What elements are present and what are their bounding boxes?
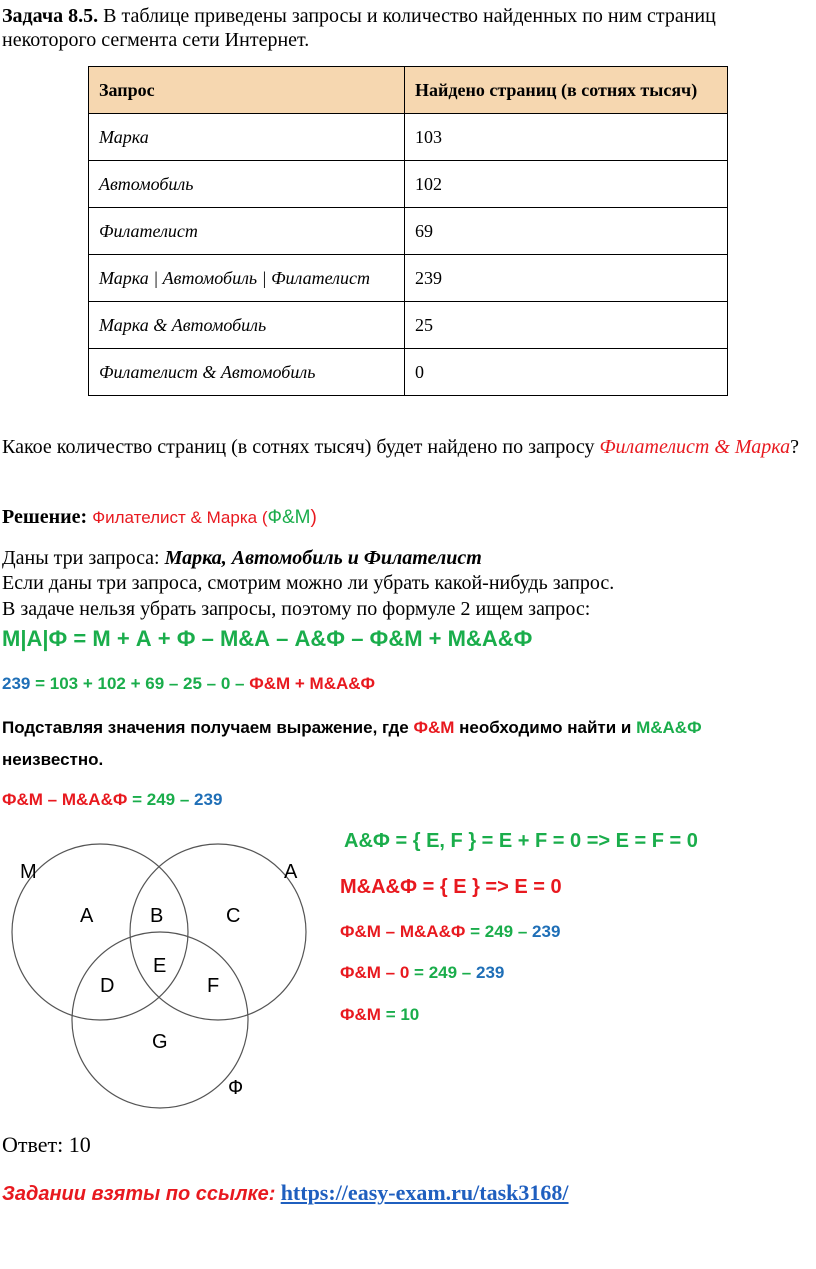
venn-region-label: D [100, 975, 115, 997]
r1-right: 239 [532, 922, 561, 941]
table-row [89, 161, 728, 208]
task-intro [2, 4, 810, 52]
question [2, 434, 812, 460]
equation-r2 [340, 963, 504, 983]
formula-note-line: В задаче нельзя убрать запросы, поэтому по формуле 2 ищем запрос: [2, 598, 591, 620]
task-label: Задача 8.5. [2, 5, 99, 27]
given-line [2, 546, 482, 570]
table-cell-query: Марка [89, 114, 405, 161]
result-left: Ф&М – М&А&Ф [2, 790, 128, 809]
r2-mid: = 249 – [414, 963, 472, 982]
table-cell-pages: 69 [405, 208, 728, 255]
table-cell-pages: 0 [405, 349, 728, 396]
table-header-row [89, 67, 728, 114]
r3-right: = 10 [385, 1005, 420, 1024]
venn-diagram [0, 840, 330, 1110]
source-link[interactable]: https://easy-exam.ru/task3168/ [280, 1180, 569, 1205]
solution-label: Решение: [2, 506, 88, 528]
venn-set-label-a: А [284, 861, 298, 883]
task-text: В таблице приведены запросы и количество найденных по ним страниц некоторого сегмента сети Интернет. [2, 5, 716, 51]
table-cell-query: Автомобиль [89, 161, 405, 208]
solution-heading [2, 506, 317, 529]
given-queries: Марка, Автомобиль и Филателист [164, 547, 482, 569]
r1-left: Ф&М – М&А&Ф [340, 922, 466, 941]
r2-left: Ф&М – 0 [340, 963, 410, 982]
source-label: Задании взяты по ссылке: [2, 1183, 276, 1205]
venn-region-label: E [153, 955, 167, 977]
remove-check-line: Если даны три запроса, смотрим можно ли убрать какой-нибудь запрос. [2, 572, 615, 594]
explanation-p1: Подставляя значения получаем выражение, где [2, 718, 409, 737]
table-cell-query: Марка | Автомобиль | Филателист [89, 255, 405, 302]
explanation-p3: неизвестно. [2, 750, 104, 769]
equation-maf: М&А&Ф = { E } => E = 0 [340, 876, 562, 898]
venn-set-label-m: М [20, 861, 37, 883]
table-header-query: Запрос [89, 67, 405, 114]
table-header-pages: Найдено страниц (в сотнях тысяч) [405, 67, 728, 114]
table-cell-query: Филателист [89, 208, 405, 255]
solution-query: Филателист & Марка ( [92, 508, 268, 527]
venn-region-label: B [150, 905, 164, 927]
equation-r3 [340, 1005, 419, 1025]
query-table [88, 66, 728, 396]
inclusion-exclusion-formula: М|А|Ф = М + А + Ф – М&А – А&Ф – Ф&М + М&А&Ф [2, 626, 533, 651]
equation-af: А&Ф = { E, F } = E + F = 0 => E = F = 0 [344, 830, 698, 852]
equation-r1 [340, 922, 560, 942]
r2-right: 239 [475, 963, 505, 982]
explanation-p2: необходимо найти и [459, 718, 632, 737]
substitution-line [2, 674, 375, 694]
venn-region-label: F [207, 975, 220, 997]
venn-region-label: G [152, 1031, 168, 1053]
question-end: ? [790, 436, 800, 458]
table-cell-query: Филателист & Автомобиль [89, 349, 405, 396]
substitution-middle: = 103 + 102 + 69 – 25 – 0 – [35, 674, 245, 693]
explanation-fm: Ф&М [413, 718, 455, 737]
answer: Ответ: 10 [2, 1132, 91, 1157]
question-query: Филателист & Марка [599, 436, 791, 458]
solution-abbr: Ф&М [267, 507, 311, 528]
table-cell-pages: 102 [405, 161, 728, 208]
table-cell-query: Марка & Автомобиль [89, 302, 405, 349]
r3-left: Ф&М [340, 1005, 381, 1024]
substitution-total: 239 [2, 674, 31, 693]
explanation-maf: М&А&Ф [636, 718, 702, 737]
result-equation [2, 790, 222, 810]
table-cell-pages: 25 [405, 302, 728, 349]
r1-mid: = 249 – [470, 922, 528, 941]
table-row [89, 302, 728, 349]
substitution-end: Ф&М + М&А&Ф [249, 674, 376, 693]
result-mid: = 249 – [132, 790, 190, 809]
source-line [2, 1180, 569, 1206]
table-row [89, 208, 728, 255]
question-text: Какое количество страниц (в сотнях тысяч) будет найдено по запросу [2, 436, 595, 458]
venn-region-label: A [80, 905, 94, 927]
given-prefix: Даны три запроса: [2, 547, 160, 569]
table-cell-pages: 239 [405, 255, 728, 302]
table-cell-pages: 103 [405, 114, 728, 161]
result-right: 239 [194, 790, 223, 809]
table-row [89, 255, 728, 302]
solution-close: ) [310, 507, 317, 528]
explanation [2, 712, 802, 776]
venn-set-label-f: Ф [228, 1077, 244, 1099]
venn-region-label: C [226, 905, 241, 927]
table-row [89, 114, 728, 161]
table-row [89, 349, 728, 396]
